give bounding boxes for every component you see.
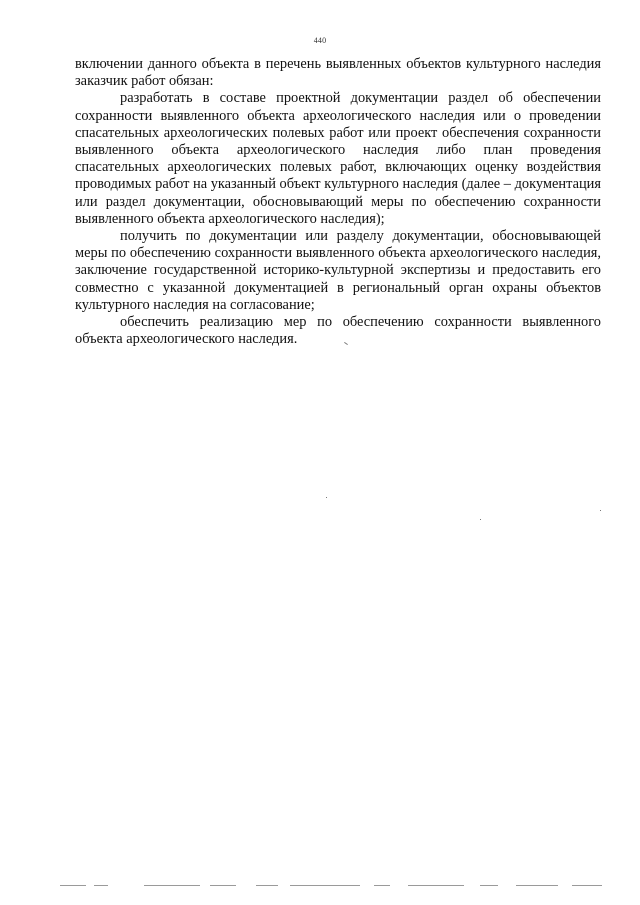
- scan-dot: [480, 519, 481, 520]
- paragraph-develop-documentation: разработать в составе проектной документации раздел об обеспечении сохранности выявленного объекта археологического наследия или о проведении спасательных археологических полевых работ или проект обеспечения сохранности выявленного объекта археологического наследия либо план проведения спасательных археологических полевых работ, включающих оценку воздействия проводимых работ на указанный объект культурного наследия (далее – документация или раздел документации, обосновывающий меры по обеспечению сохранности выявленного объекта археологического наследия);: [75, 90, 601, 227]
- paragraph-intro: включении данного объекта в перечень выявленных объектов культурного наследия заказчик работ обязан:: [75, 56, 601, 90]
- paragraph-ensure-measures: обеспечить реализацию мер по обеспечению сохранности выявленного объекта археологического наследия.: [75, 314, 601, 348]
- scan-footer-noise: [60, 885, 620, 887]
- scan-dot: [326, 497, 327, 498]
- document-body: [75, 56, 601, 348]
- paragraph-obtain-expertise: получить по документации или разделу документации, обосновывающей меры по обеспечению сохранности выявленного объекта археологического наследия, заключение государственной историко-культурной экспертизы и предоставить его совместно с указанной документацией в региональный орган охраны объектов культурного наследия на согласование;: [75, 228, 601, 313]
- scan-dot: [600, 510, 601, 511]
- page-number: 440: [313, 36, 327, 45]
